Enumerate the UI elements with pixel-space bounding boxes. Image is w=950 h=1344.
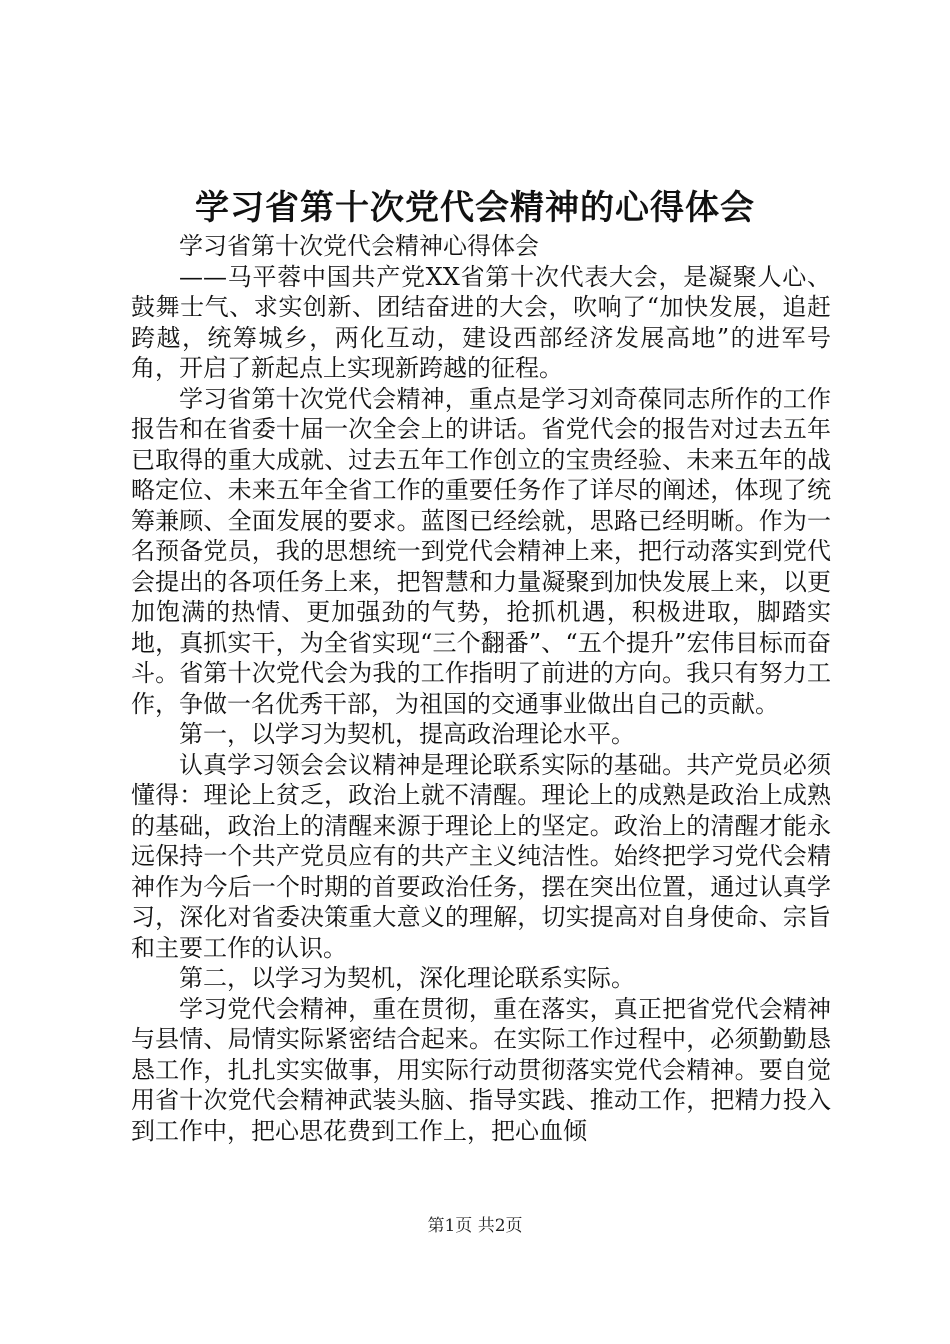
paragraph-heading-first: 第一，以学习为契机，提高政治理论水平。	[179, 720, 635, 748]
document-body	[131, 231, 831, 1146]
paragraph-subtitle: 学习省第十次党代会精神心得体会	[179, 232, 539, 260]
page-footer: 第1页 共2页	[427, 1216, 523, 1236]
paragraph-heading-second: 第二，以学习为契机，深化理论联系实际。	[179, 964, 635, 992]
paragraph-intro: ——马平蓉中国共产党XX省第十次代表大会，是凝聚人心、鼓舞士气、求实创新、团结奋进的大会，吹响了“加快发展，追赶跨越，统筹城乡，两化互动，建设西部经济发展高地”的进军号角，开启了新起点上实现新跨越的征程。	[131, 262, 831, 382]
document-title: 学习省第十次党代会精神的心得体会	[195, 188, 755, 228]
paragraph-first-content: 认真学习领会会议精神是理论联系实际的基础。共产党员必须懂得：理论上贫乏，政治上就不清醒。理论上的成熟是政治上成熟的基础，政治上的清醒来源于理论上的坚定。政治上的清醒才能永远保持一个共产党员应有的共产主义纯洁性。始终把学习党代会精神作为今后一个时期的首要政治任务，摆在突出位置，通过认真学习，深化对省委决策重大意义的理解，切实提高对自身使命、宗旨和主要工作的认识。	[131, 750, 831, 962]
paragraph-second-content: 学习党代会精神，重在贯彻，重在落实，真正把省党代会精神与县情、局情实际紧密结合起来。在实际工作过程中，必须勤勤恳恳工作，扎扎实实做事，用实际行动贯彻落实党代会精神。要自觉用省十次党代会精神武装头脑、指导实践、推动工作，把精力投入到工作中，把心思花费到工作上，把心血倾	[131, 994, 831, 1145]
paragraph-main: 学习省第十次党代会精神，重点是学习刘奇葆同志所作的工作报告和在省委十届一次全会上的讲话。省党代会的报告对过去五年已取得的重大成就、过去五年工作创立的宝贵经验、未来五年的战略定位、未来五年全省工作的重要任务作了详尽的阐述，体现了统筹兼顾、全面发展的要求。蓝图已经绘就，思路已经明晰。作为一名预备党员，我的思想统一到党代会精神上来，把行动落实到党代会提出的各项任务上来，把智慧和力量凝聚到加快发展上来，以更加饱满的热情、更加强劲的气势，抢抓机遇，积极进取，脚踏实地，真抓实干，为全省实现“三个翻番”、“五个提升”宏伟目标而奋斗。省第十次党代会为我的工作指明了前进的方向。我只有努力工作，争做一名优秀干部，为祖国的交通事业做出自己的贡献。	[131, 384, 831, 718]
